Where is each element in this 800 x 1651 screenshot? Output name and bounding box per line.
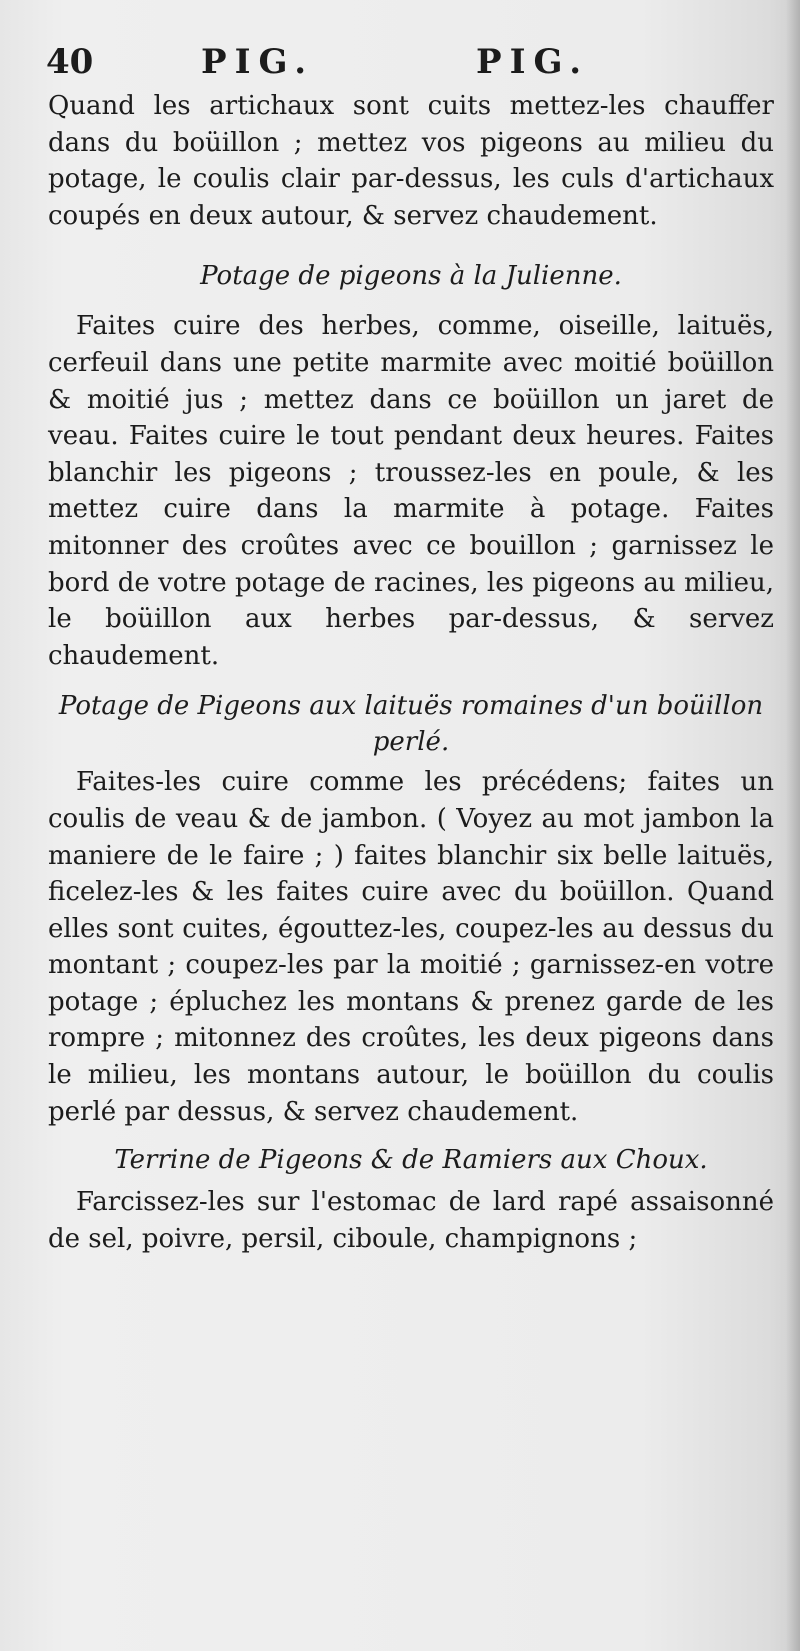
section-heading-laitues: Potage de Pigeons aux laituës romaines d'un boüillon perlé. — [58, 691, 764, 758]
page-number: 40 — [46, 42, 94, 82]
running-head-right: PIG. — [476, 42, 590, 82]
paragraph-laitues: Faites-les cuire comme les précédens; faites un coulis de veau & de jambon. ( Voyez au mot jambon la maniere de le faire ; ) faites blanchir six belle laituës, ficelez-les & les faites cuire avec du boüillon. Quand elles sont cuites, égouttez-les, coupez-les au dessus du montant ; coupez-les par la moitié ; garnissez-en votre potage ; épluchez les montans & prenez garde de les rompre ; mitonnez des croûtes, les deux pigeons dans le milieu, les montans autour, le boüillon du coulis perlé par dessus, & servez chaudement. — [48, 767, 774, 1127]
paragraph-terrine: Farcissez-les sur l'estomac de lard rapé assaisonné de sel, poivre, persil, ciboule, champignons ; — [48, 1187, 774, 1254]
paragraph-intro: Quand les artichaux sont cuits mettez-les chauffer dans du boüillon ; mettez vos pigeons au milieu du potage, le coulis clair par-dessus, les culs d'artichaux coupés en deux autour, & servez chaudement. — [48, 91, 774, 231]
page-body — [48, 88, 774, 1257]
page-header — [46, 42, 786, 92]
running-head-left: PIG. — [201, 42, 315, 82]
paragraph-julienne: Faites cuire des herbes, comme, oiseille, laituës, cerfeuil dans une petite marmite avec moitié boüillon & moitié jus ; mettez dans ce boüillon un jaret de veau. Faites cuire le tout pendant deux heures. Faites blanchir les pigeons ; troussez-les en poule, & les mettez cuire dans la marmite à potage. Faites mitonner des croûtes avec ce bouillon ; garnissez le bord de votre potage de racines, les pigeons au milieu, le boüillon aux herbes par-dessus, & servez chaudement. — [48, 311, 774, 671]
section-heading-terrine: Terrine de Pigeons & de Ramiers aux Choux. — [114, 1145, 708, 1176]
section-heading-julienne: Potage de pigeons à la Julienne. — [200, 261, 622, 292]
page-spine-shadow — [786, 0, 800, 1651]
